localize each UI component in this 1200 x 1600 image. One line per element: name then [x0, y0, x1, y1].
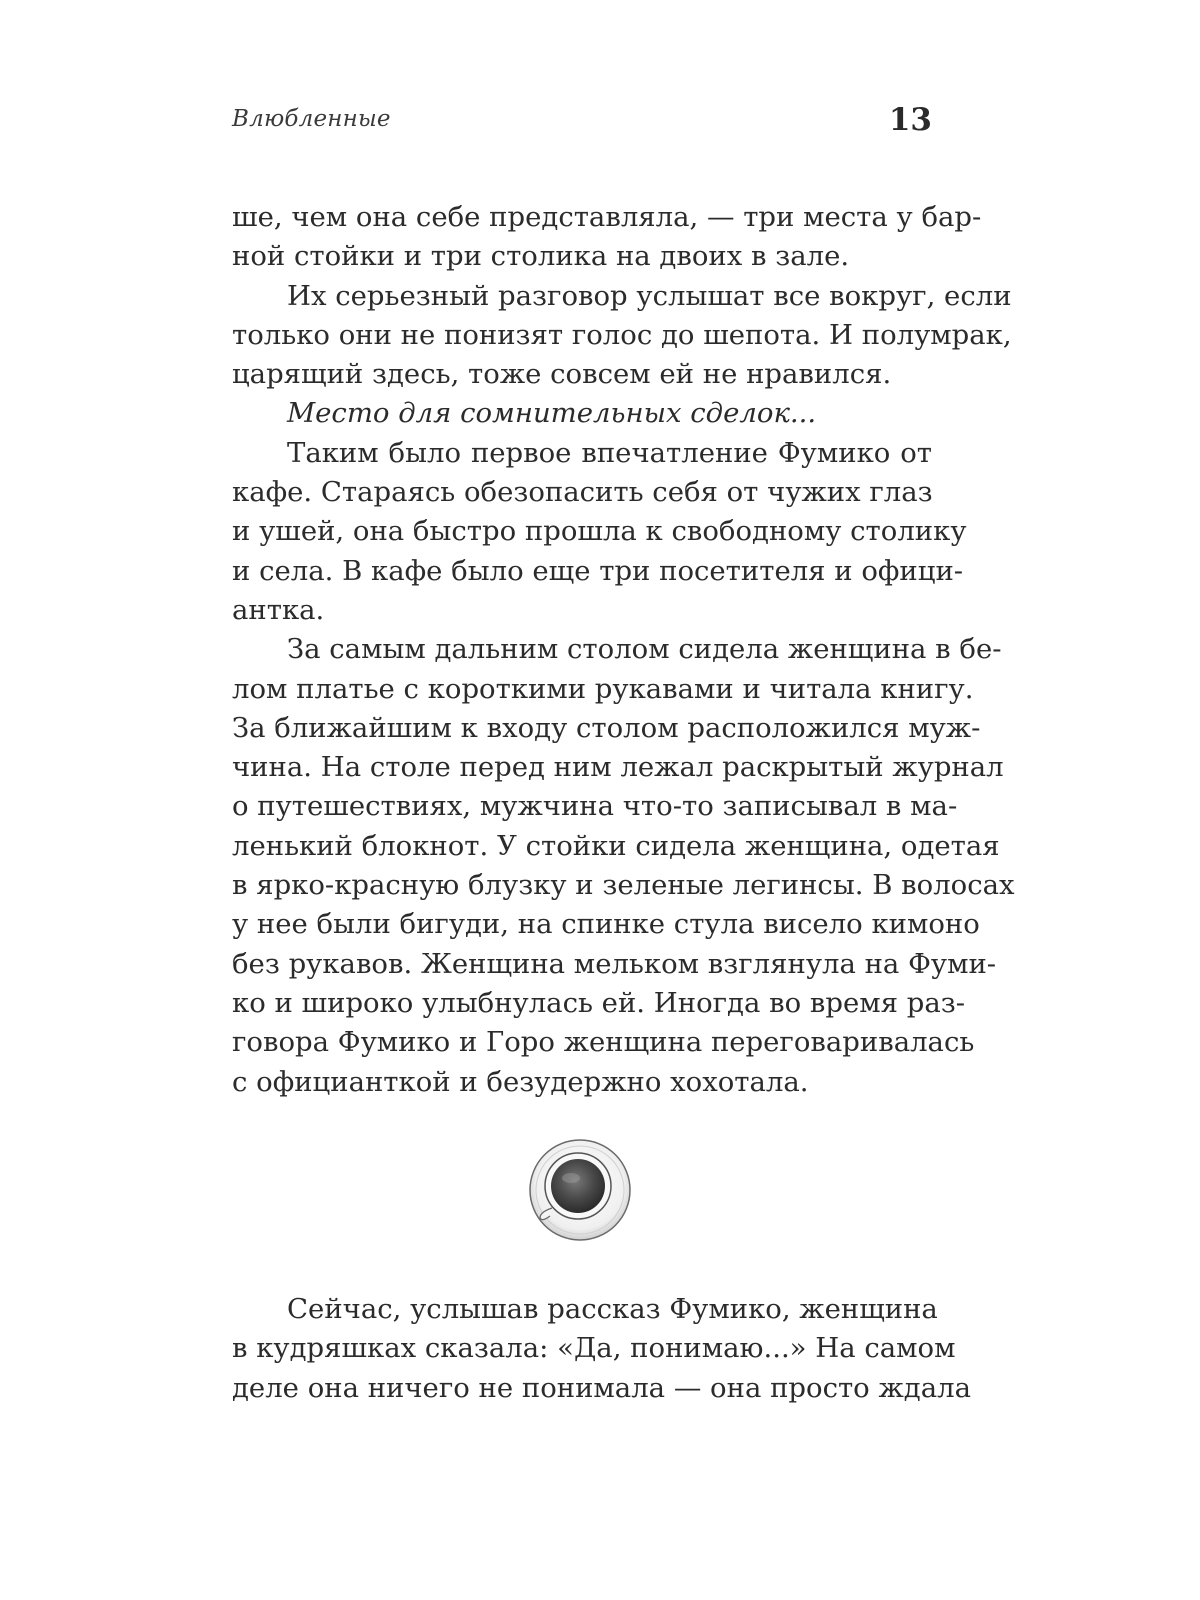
text-line: царящий здесь, тоже совсем ей не нравился. [232, 358, 892, 391]
text-line: Таким было первое впечатление Фумико от [287, 436, 932, 469]
text-line: Сейчас, услышав рассказ Фумико, женщина [287, 1293, 938, 1325]
text-line: За самым дальним столом сидела женщина в бе- [287, 633, 1002, 666]
text-line: и ушей, она быстро прошла к свободному столику [232, 515, 967, 548]
text-line: в кудряшках сказала: «Да, понимаю...» На самом [232, 1332, 956, 1365]
text-line: За ближайшим к входу столом расположился муж- [232, 711, 981, 744]
text-line: ной стойки и три столика на двоих в зале. [232, 240, 850, 273]
text-block-top [232, 198, 1015, 1102]
text-line: о путешествиях, мужчина что-то записывал в ма- [232, 790, 958, 823]
text-line: у нее были бигуди, на спинке стула висело кимоно [232, 908, 980, 941]
text-line: ленький блокнот. У стойки сидела женщина, одетая [232, 829, 1000, 862]
coffee-cup-top-view-icon [528, 1138, 632, 1242]
text-line: ше, чем она себе представляла, — три места у бар- [232, 201, 982, 233]
text-line: с официанткой и безудержно хохотала. [232, 1065, 809, 1098]
running-head: Влюбленные [232, 106, 391, 132]
text-line: Место для сомнительных сделок... [287, 397, 817, 430]
text-line: Их серьезный разговор услышат все вокруг, если [287, 279, 1012, 312]
page-number: 13 [888, 102, 932, 138]
text-block-bottom [232, 1290, 971, 1408]
text-line: без рукавов. Женщина мельком взглянула на Фуми- [232, 947, 997, 980]
text-line: чина. На столе перед ним лежал раскрытый журнал [232, 751, 1004, 784]
text-line: ко и широко улыбнулась ей. Иногда во время раз- [232, 986, 966, 1019]
text-line: и села. В кафе было еще три посетителя и офици- [232, 554, 964, 587]
text-line: антка. [232, 593, 325, 626]
text-line: только они не понизят голос до шепота. И полумрак, [232, 318, 1012, 351]
text-line: лом платье с короткими рукавами и читала книгу. [232, 672, 974, 705]
text-line: кафе. Стараясь обезопасить себя от чужих глаз [232, 476, 933, 509]
text-line: деле она ничего не понимала — она просто ждала [232, 1371, 971, 1404]
text-line: говора Фумико и Горо женщина переговаривалась [232, 1026, 975, 1059]
text-line: в ярко-красную блузку и зеленые легинсы. В волосах [232, 869, 1015, 902]
